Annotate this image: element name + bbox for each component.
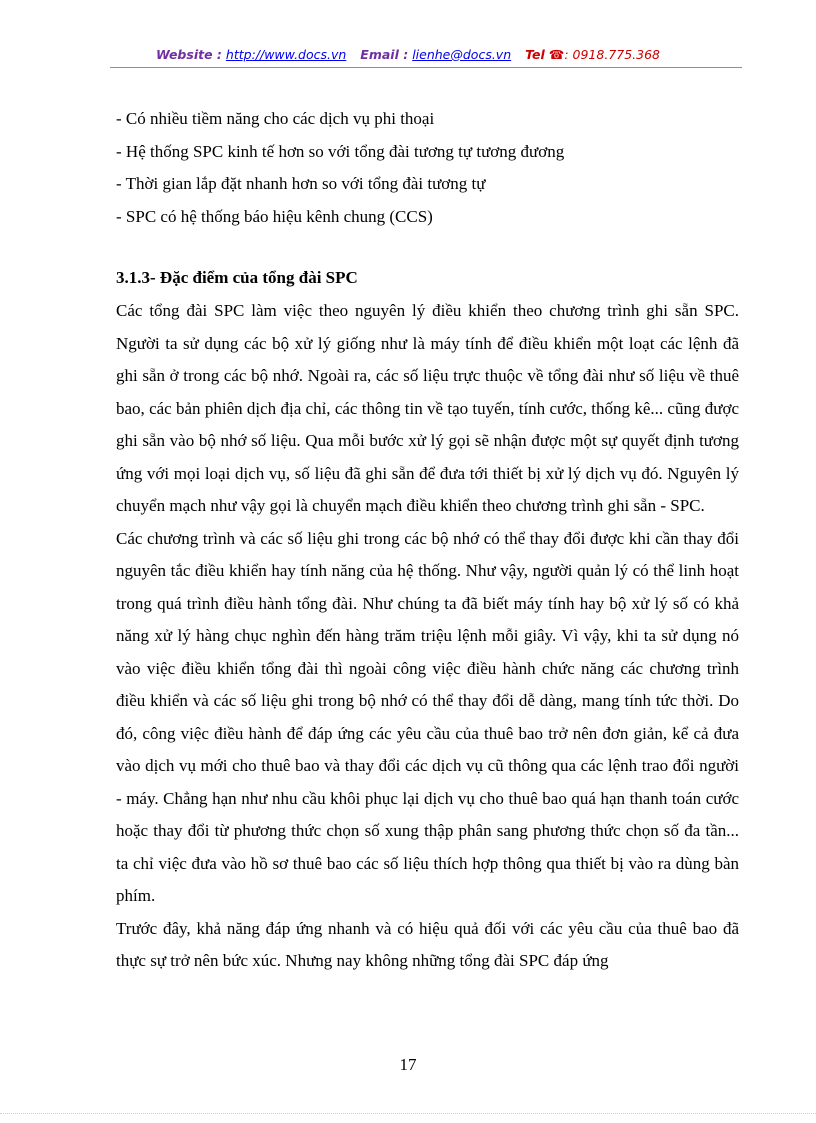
- paragraph: Các chương trình và các số liệu ghi trong các bộ nhớ có thể thay đổi được khi cần thay đổi nguyên tắc điều khiển hay tính năng của hệ thống. Như vậy, người quản lý có thể linh hoạt trong quá trình điều hành tổng đài. Như chúng ta đã biết máy tính hay bộ xử lý số có khả năng xử lý hàng chục nghìn đến hàng trăm triệu lệnh mỗi giây. Vì vậy, khi ta sử dụng nó vào việc điều khiển tổng đài thì ngoài công việc điều hành chức năng các chương trình điều khiển và các số liệu ghi trong bộ nhớ có thể thay đổi dễ dàng, mang tính tức thời. Do đó, công việc điều hành để đáp ứng các yêu cầu của thuê bao trở nên đơn giản, kể cả đưa vào dịch vụ mới cho thuê bao và thay đổi các dịch vụ cũ thông qua các lệnh trao đổi người - máy. Chẳng hạn như nhu cầu khôi phục lại dịch vụ cho thuê bao quá hạn thanh toán cước hoặc thay đổi từ phương thức chọn số xung thập phân sang phương thức chọn số đa tần... ta chỉ việc đưa vào hồ sơ thuê bao các số liệu thích hợp thông qua thiết bị vào ra dùng bàn phím.: [116, 528, 739, 905]
- bullet-item: - Thời gian lắp đặt nhanh hơn so với tổng đài tương tự: [116, 174, 486, 193]
- email-label: Email :: [360, 47, 409, 62]
- page-bottom-border: [0, 1113, 816, 1114]
- paragraph: Trước đây, khả năng đáp ứng nhanh và có hiệu quả đối với các yêu cầu của thuê bao đã thực sự trở nên bức xúc. Nhưng nay không những tổng đài SPC đáp ứng: [116, 918, 739, 970]
- tel-label: Tel: [525, 47, 545, 62]
- phone-icon: ☎: [548, 47, 565, 62]
- bullet-item: - Hệ thống SPC kinh tế hơn so với tổng đài tương tự tương đương: [116, 141, 565, 161]
- section-heading: 3.1.3- Đặc điểm của tổng đài SPC: [116, 268, 358, 287]
- page-header: [0, 47, 816, 63]
- bullet-list: [116, 103, 742, 233]
- bullet-item: - SPC có hệ thống báo hiệu kênh chung (CCS): [116, 206, 433, 226]
- header-divider: [110, 67, 742, 68]
- body-text: [116, 295, 739, 978]
- tel-number: : 0918.775.368: [564, 47, 661, 62]
- page-number: 17: [399, 1055, 417, 1074]
- website-label: Website :: [155, 47, 222, 62]
- website-link[interactable]: http://www.docs.vn: [225, 47, 347, 62]
- email-link[interactable]: lienhe@docs.vn: [412, 47, 512, 62]
- bullet-item: - Có nhiều tiềm năng cho các dịch vụ phi thoại: [116, 109, 435, 128]
- paragraph: Các tổng đài SPC làm việc theo nguyên lý điều khiển theo chương trình ghi sẵn SPC. Người ta sử dụng các bộ xử lý giống như là máy tính để điều khiển một loạt các lệnh đã ghi sẵn ở trong các bộ nhớ. Ngoài ra, các số liệu trực thuộc về tổng đài như số liệu về thuê bao, các bản phiên dịch địa chỉ, các thông tin về tạo tuyến, tính cước, thống kê... cũng được ghi sẵn vào bộ nhớ số liệu. Qua mỗi bước xử lý gọi sẽ nhận được một sự quyết định tương ứng với mọi loại dịch vụ, số liệu đã ghi sẵn để đưa tới thiết bị xử lý dịch vụ đó. Nguyên lý chuyển mạch như vậy gọi là chuyển mạch điều khiển theo chương trình ghi sẵn - SPC.: [116, 301, 739, 515]
